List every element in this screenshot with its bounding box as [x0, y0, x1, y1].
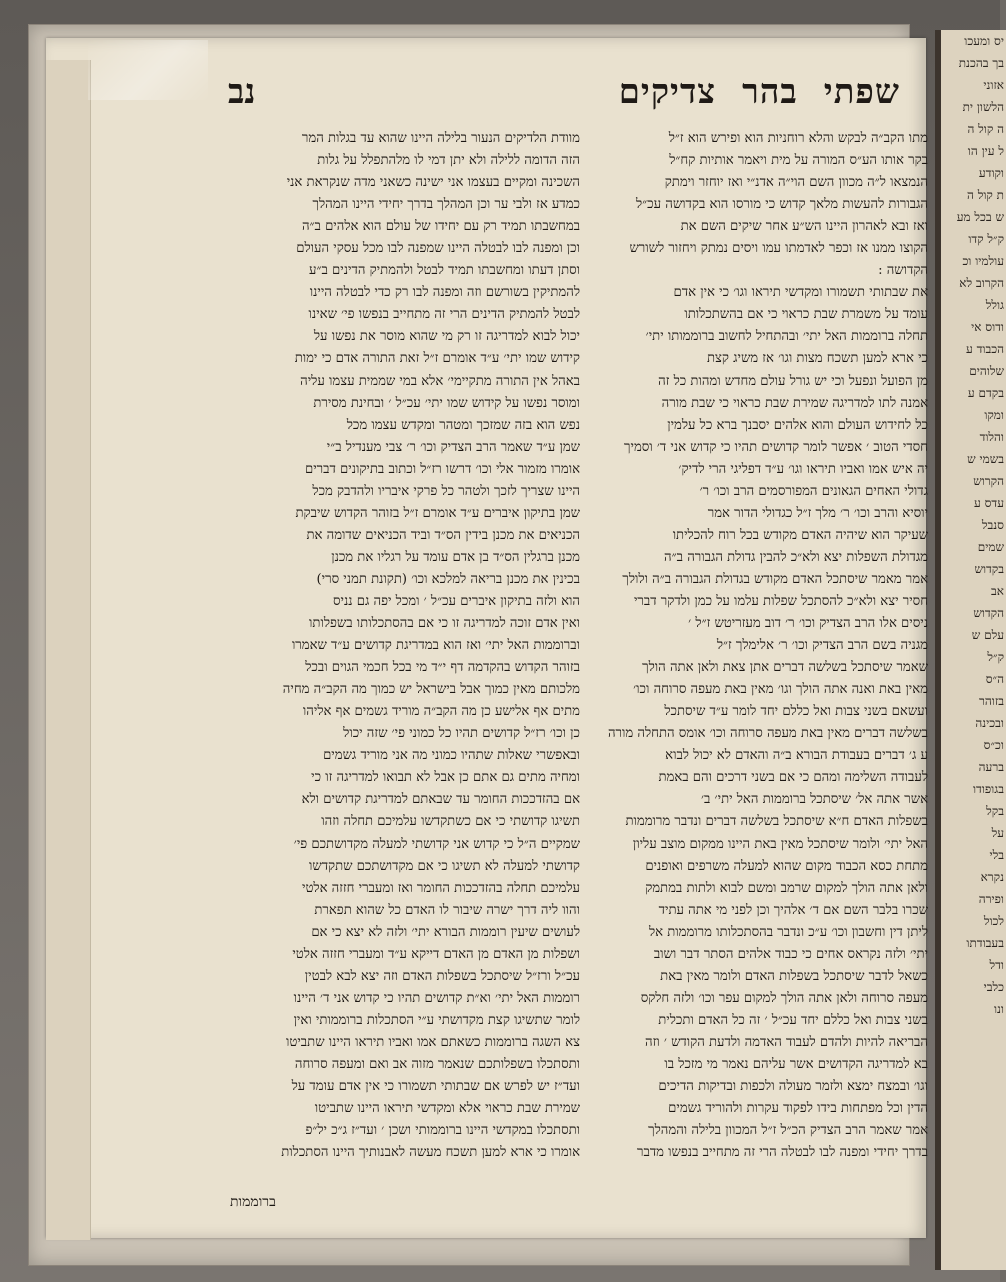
text-line: שמן בתיקון איברים ע״ד אומרם ז״ל בזוהר הקדוש שיבקת [295, 505, 580, 521]
text-line: כשאל לדבר שיסתכל בשפלות האדם ולומר מאין באת [660, 968, 928, 984]
text-line: גדולי האחים הגאונים המפורסמים הרב וכו׳ ר׳ [699, 483, 928, 499]
text-line: הזה הדומה ללילה ולא יתן דמי לו מלהתפלל על גלות [317, 153, 580, 169]
facing-page-line: עדס ע [974, 496, 1004, 510]
text-line: מגדולת השפלות יצא ולא״כ להבין גדולת הגבורה ב״ה [664, 549, 928, 565]
facing-page-line: ת קול ה [967, 188, 1004, 202]
text-line: בזוהר הקדוש בהקדמה דף י״ד מי בכל חכמי הגוים ובכל [305, 660, 580, 676]
facing-page-line: ופירה [978, 892, 1004, 906]
text-line: ליתן דין וחשבון וכו׳ ע״כ ונדבר בהסתכלותו מרוממות אל [648, 924, 928, 940]
facing-page-line: וכ״ס [983, 738, 1004, 752]
facing-page-line: שמים [977, 540, 1004, 554]
facing-page-line: ודל [989, 958, 1004, 972]
facing-page-line: והלוד [979, 430, 1004, 444]
text-line: מתחת כסא הכבוד מקום שהוא למעלה משרפים ואופנים [645, 858, 928, 874]
text-line: רוממות האל יתי׳ וא״ת קדושים תהיו כי קדוש אני ד׳ היינו [293, 990, 580, 1006]
text-line: תשיגו קדושתי כי אם כשתקדשו עלמיכם תחלה וזהו [321, 814, 580, 830]
text-line: מתו הקב״ה לבקש והלא רוחניות הוא ופירש הוא ז״ל [668, 131, 928, 146]
facing-page-fragment [935, 30, 1006, 1270]
facing-page-line: גולל [985, 298, 1004, 312]
text-line: נפש הוא בזה שמזכך ומטהר ומקדש עצמו מכל [346, 417, 580, 433]
text-line: תחלה ברוממות האל יתי׳ ובהתחיל לחשוב ברוממותו יתי׳ [645, 329, 928, 345]
facing-page-line: בזוהר [979, 694, 1004, 708]
text-line: שאמר שיסתכל בשלשה דברים אתן צאת ולאן אתה הולך [642, 660, 928, 676]
facing-page-line: ה״ס [985, 672, 1004, 686]
text-line: שמן ע״ד שאמר הרב הצדיק וכו׳ ר׳ צבי מענדיל ב״י [326, 439, 580, 455]
facing-page-line: בקדם ע [967, 386, 1004, 400]
text-line: הקדושה : [878, 263, 928, 279]
facing-page-line: עלם ש [971, 628, 1004, 642]
text-line: צא השגה ברוממות כשאתם אמו ואביו תיראו היינו שתביטו [286, 1034, 580, 1050]
text-line: בשני צבות ואל כללם יחד עכ״ל ׳ זה כל האדם ותכלית [658, 1012, 928, 1028]
facing-page-line: לכול [983, 914, 1004, 928]
running-title-word-1: שפתי [823, 72, 900, 112]
text-line: שכרו בלבר השם אם ד׳ אלהיך וכן לפני מי אתה עתיד [658, 902, 928, 918]
facing-page-line: נקרא [980, 870, 1004, 884]
facing-page-line: ק״ל קדו [968, 232, 1004, 246]
text-line: הקוצו ממנו אז וכפר לאדמתו עמו ויסים נמתק ויחזור לשורש [629, 241, 928, 257]
text-line: לומר שתשיגו קצת מקדושתי ע״י הסתכלות ברוממותי ואין [293, 1012, 580, 1028]
text-line: קדושתי למעלה לא תשיגו כי אם מקדושתכם שתקדשו [309, 858, 580, 874]
text-line: להמתיקין בשורשם וזה ומפנה לבו רק כדי לבטלה היינו [309, 285, 580, 301]
text-line: אומרו כי ארא למען תשכח מעשה לאבנותיך היינו הסתכלות [281, 1145, 580, 1161]
text-line: אמנה לתו למדריגה שמירת שבת כראוי כי שבת מורה [661, 395, 928, 411]
text-line: לעושים שיעין רוממות הבורא יתי׳ ולזה לא יצא כי אם [311, 924, 580, 940]
text-line: שמקיים ה״ל כי קדוש אני קדושתי למעלה מקדושתכם פי׳ [293, 836, 580, 852]
text-line: בכינין את מכנן בריאה למלכא וכו׳ (תקונת תמני סרי) [316, 571, 580, 587]
text-line: ואין אדם זוכה למדריגה זו כי אם בהסתכלותו בשפלותו [309, 616, 580, 632]
text-line: הנמצאו ל״ה מכוון השם הוי״ה אדנ״י ואז יוחזר וימתק [664, 175, 928, 191]
facing-page-line: עולמיו וכ [962, 254, 1004, 268]
text-line: וכן ומפנה לבו לבטלה היינו שמפנה לבו מכל עסקי העולם [296, 241, 580, 257]
text-line: ולאן אתה הולך למקום שרמב ומשם לבוא ולתות במתמק [645, 880, 928, 896]
text-line: הוא ולזה בתיקון איברים עכ״ל ׳ ומכל יפה גם נניס [333, 593, 580, 609]
text-line: מעפה סרוחה ולאן אתה הולך למקום עפר וכו׳ ולזה חלקס [640, 990, 928, 1006]
facing-page-line: בקדוש [974, 562, 1004, 576]
text-line: וברוממות האל יתי׳ ואז הוא במדריגת קדושים ע״ד שאמרו [291, 638, 580, 654]
text-line: הגבורות להעשות מלאך קדוש כי מורסו הוא בקדושה עכ״ל [635, 197, 928, 213]
text-line: ומחיה מתים גם אתם כן אבל לא תבואו למדריגה זו כי [311, 770, 580, 786]
text-line: יוסיא והרב וכו׳ ר׳ מלך ז״ל כגדולי הדור אמר [707, 505, 928, 521]
facing-page-line: ודוס אי [971, 320, 1004, 334]
text-line: יה איש אמו ואביו תיראו וגו׳ ע״ד דפליגי הרי לדיק׳ [678, 461, 928, 477]
text-line: מוודת הלדיקים הנעור בלילה היינו שהוא עד בגלות המר [301, 131, 580, 146]
facing-page-line: ונו [993, 1002, 1004, 1016]
text-line: הדין וכל מפתחות בידו לפקוד עקרות ולהוריד גשמים [668, 1101, 928, 1117]
catchword: ברוממות [230, 1194, 276, 1210]
text-line: בקר אותו הע״ס המורה על מית ויאמר אותיות קח״ל [669, 153, 928, 169]
facing-page-line: וקודע [978, 166, 1004, 180]
text-line: אמר מאמר שיסתכל האדם מקודש בגדולת הגבורה ב״ה ולולך [622, 571, 928, 587]
text-line: בשפלות האדם ח״א שיסתכל בשלשה דברים ונדבר מרוממות [625, 814, 928, 830]
facing-page-line: על [991, 826, 1004, 840]
text-line: כמדע אז ולבי ער וכן המהלך בדרך יחידי היינו המהלך [312, 197, 580, 213]
facing-page-line: ובכינה [975, 716, 1004, 730]
facing-page-line: כלבי [983, 980, 1004, 994]
page-gutter [46, 60, 91, 1240]
text-line: חסיר יצא ולא״כ להסתכל שפלות עלמו על כמן ולדקר דברי [633, 593, 928, 609]
facing-page-line: אב [991, 584, 1004, 598]
text-line: בשלשה דברים מאין באת מעפה סרוחה וכו׳ אומס התחלה מורה [607, 726, 928, 742]
facing-page-line: הקרוש [973, 474, 1004, 488]
text-line: עלמיכם תחלה בהזדככות החומר ואז ומעברי חזזה אלטי [301, 880, 580, 896]
text-line: אם בהזדככות החומר עד שבאתם למדריגת קדושים ולא [301, 792, 580, 808]
facing-page-line: בשמי ש [967, 452, 1004, 466]
text-line: לעבודה השלימה ומהם כי אם בשני דרכים והם באמת [658, 770, 928, 786]
facing-page-line: ש בכל מע [956, 210, 1004, 224]
text-line: לבטל להמתיק הדינים הרי זה מתחייב בנפשו פי׳ שאינו [308, 307, 580, 323]
facing-page-line: ל עין הו [967, 144, 1004, 158]
text-line: עומד על משמרת שבת כראוי כי אם בהשתכלותו [684, 307, 928, 323]
text-line: מאין באת ואנה אתה הולך וגו׳ מאין באת מעפה סרוחה וכו׳ [633, 682, 928, 698]
facing-page-line: הקדוש [973, 606, 1004, 620]
text-line: ותסתכלו במקדשי היינו ברוממותי ושכן ׳ ועד״ז ג״כ יל״פ [305, 1123, 580, 1139]
text-column-left [218, 128, 580, 1164]
text-line: השכינה ומקיים בעצמו אני ישינה כשאני מדה שנקראת אני [286, 175, 580, 191]
text-line: כל לחידוש העולם והוא אלהים יסבנך ברא כל עלמין [667, 417, 928, 433]
facing-page-line: בקל [986, 804, 1004, 818]
text-line: בא למדריגה הקדושים אשר עליהם נאמר מי מזכל בו [664, 1056, 928, 1072]
facing-page-line: בגופודו [972, 782, 1004, 796]
text-line: אשר אתה אל׳ שיסתכל ברוממות האל יתי׳ ב׳ [700, 792, 928, 808]
text-line: אמר שאמר הרב הצדיק הכ״ל ז״ל המכוון בלילה והמהלך [648, 1123, 928, 1139]
facing-page-line: ק״ל [987, 650, 1004, 664]
page-corner-fold [88, 40, 208, 100]
facing-page-line: יס ומעכו [964, 34, 1004, 48]
text-line: שמירת שבת כראוי אלא ומקדשי תיראו היינו שתביטו [314, 1101, 580, 1117]
text-line: עכ״ל ורז״ל שיסתכל בשפלות האדם וזה יצא לבא לבטין [304, 968, 580, 984]
text-line: יכול לבוא למדריגה זו רק מי שהוא מוסר את נפשו על [313, 329, 580, 345]
facing-page-line: סנבל [981, 518, 1004, 532]
text-line: ועד״ז יש לפרש אם שבתותי תשמורו כי אין אדם עומד על [291, 1079, 580, 1095]
text-line: הבריאה להיות ולהדם לעבוד האדמה ולדעת הקודש ׳ וזה [645, 1034, 928, 1050]
text-line: מלכותם מאין כמוך אבל בישראל יש כמוך מה הקב״ה מחיה [282, 682, 580, 698]
facing-page-line: ה קול ה [967, 122, 1004, 136]
running-title [619, 72, 900, 112]
text-line: יתי׳ ולזה נקראס אחים כי כבוד אלהים הסתר דבר ושוב [653, 946, 928, 962]
facing-page-line: בעבודתו [966, 936, 1004, 950]
text-column-right [590, 128, 928, 1164]
facing-page-line: אזוני [983, 78, 1004, 92]
facing-page-line: בך בהכנת [958, 56, 1004, 70]
text-line: והוו ליה דרך ישרה שיבור לו האדם כל שהוא תפארת [314, 902, 580, 918]
text-line: אומרו מזמור אלי וכו׳ דרשו רז״ל וכתוב בתיקונים דברים [304, 461, 580, 477]
text-line: שעיקר הוא שיהיה האדם מקודש בכל רוח להכליתו [672, 527, 928, 543]
text-line: ותסתכלו בשפלותכם שנאמר מזוה אב ואם ומעפה סרוחה [294, 1056, 580, 1072]
text-line: בדרך יחידי ומפנה לבו לבטלה הרי זה מתחייב בנפשו מדבר [637, 1145, 928, 1161]
text-line: וגו׳ ובמצח ימצא ולזמר מעולה ולכפות ובדיקות הדיכים [658, 1079, 928, 1095]
text-line: במחשבתו תמיד רק עם יחידו של עולם הוא אלהים ב״ה [301, 219, 580, 235]
text-line: ועשאם בשני צבות ואל כללם יחד לומר ע״ד שיסתכל [664, 704, 928, 720]
text-line: ומוסר נפשו על קידוש שמו יתי׳ עכ״ל ׳ ובחינת מסירת [313, 395, 580, 411]
running-title-word-2: בהר [742, 72, 798, 112]
facing-page-line: הכבוד ע [966, 342, 1004, 356]
facing-page-line: שלוהים [969, 364, 1004, 378]
text-line: קידוש שמו יתי׳ ע״ד אומרם ז״ל זאת התורה אדם כי ימות [294, 351, 580, 367]
page-number: נב [228, 72, 256, 112]
text-line: ובאפשרי שאלות שתהיו כמוני מה אני מוריד גשמים [323, 748, 580, 764]
text-line: כי ארא למען תשכח מצות וגו׳ אז משיג קצת [706, 351, 928, 367]
text-line: את שבתותי תשמורו ומקדשי תיראו וגו׳ כי אין אדם [673, 285, 928, 301]
text-line: חסדי הטוב ׳ אפשר לומר קדושים תהיו כי קדוש אני ד׳ וסמיך [624, 439, 928, 455]
text-line: וסתן דעתו ומחשבתו תמיד לבטל ולהמתיק הדינים ב״ע [309, 263, 580, 279]
facing-page-line: ברעה [978, 760, 1004, 774]
text-line: מתים אף אלישע כן מה הקב״ה מוריד גשמים אף אליהו [302, 704, 580, 720]
text-line: מן הפועל ונפעל וכי יש גורל עולם מחדש ומהות כל זה [658, 373, 928, 389]
text-line: מגניה בשם הרב הצדיק וכו׳ ר׳ אלימלך ז״ל [716, 638, 928, 654]
facing-page-line: הלשון ית [962, 100, 1004, 114]
text-line: באהל אין התורה מתקיימי׳ אלא במי שממית עצמו עליה [300, 373, 580, 389]
text-line: מכנן ברגלין הס״ד בן אדם עומד על רגליו את מכנן [331, 549, 580, 565]
text-line: הכניאים את מכנן בידין הס״ד וביד הכניאים שדומה את [306, 527, 580, 543]
text-line: ושפלות מן האדם מן האדם דייקא ע״ד ומעברי חזזה אלטי [292, 946, 580, 962]
facing-page-line: הקרוב לא [959, 276, 1004, 290]
text-line: כן וכו׳ רז״ל קדושים תהיו כל כמוני פי׳ שזה יכול [343, 726, 580, 742]
text-line: ואז ובא לאהרון היינו הש״ע אחר שיקים השם את [680, 219, 928, 235]
page-header [210, 72, 900, 122]
running-title-word-3: צדיקים [618, 72, 717, 112]
facing-page-line: בלי [989, 848, 1004, 862]
facing-page-line: ומקו [984, 408, 1004, 422]
text-line: האל יתי׳ ולומר שיסתכל מאין באת היינו ממקום מוצב עליון [632, 836, 928, 852]
text-line: ניסים אלו הרב הצדיק וכו׳ ר׳ דוב מעזריטש ז״ל ׳ [688, 616, 928, 632]
text-line: היינו שצריך לזכך ולטהר כל פרקי איבריו ולהדבק מכל [312, 483, 580, 499]
text-line: ע ג׳ דברים בעבודת הבורא ב״ה והאדם לא יכול לבוא [665, 748, 928, 764]
